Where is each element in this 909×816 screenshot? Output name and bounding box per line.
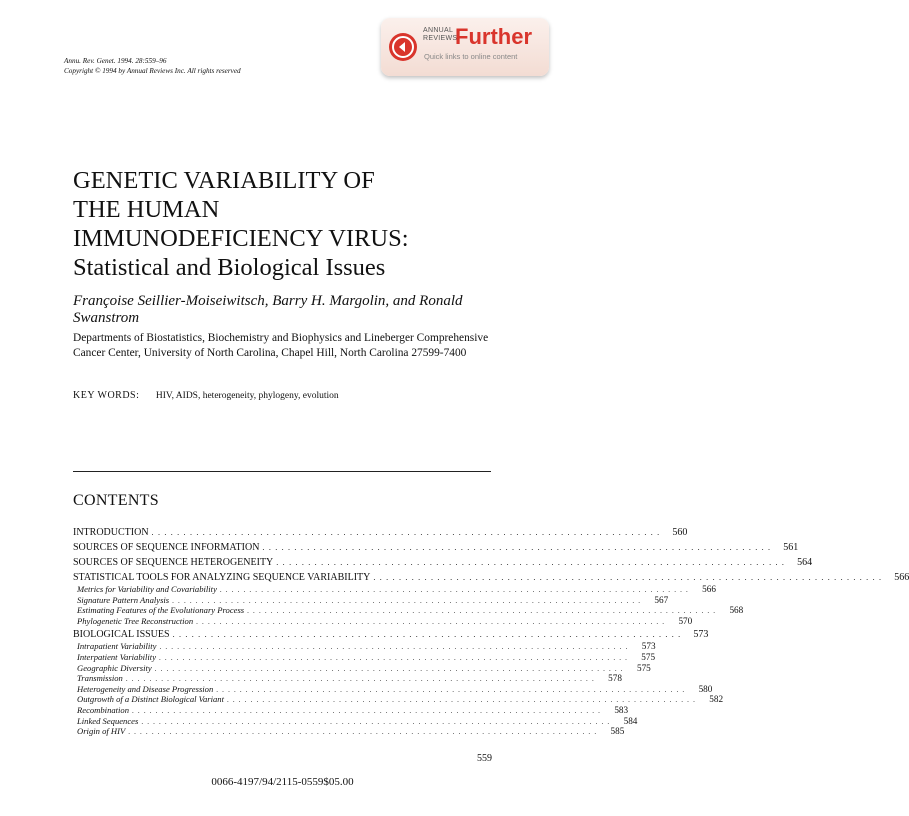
toc-entry-title: Origin of HIV — [77, 726, 126, 737]
toc-leader-dots: . . . . . . . . . . . . . . . . . . . . . . . . . . . . . . . . . . . . . . . . . . . . . . . . . . . . . . . . . . . . . . . . . . . . . . . . . . . . . . . . — [172, 630, 682, 640]
toc-entry-page: 570 — [678, 615, 693, 626]
toc-entry-title: Interpatient Variability — [77, 651, 157, 662]
toc-leader-dots: . . . . . . . . . . . . . . . . . . . . . . . . . . . . . . . . . . . . . . . . . . . . . . . . . . . . . . . . . . . . . . . . . . . . . . . . . . . . . . . . — [159, 643, 629, 652]
toc-entry-title: Transmission — [77, 673, 123, 684]
toc-leader-dots: . . . . . . . . . . . . . . . . . . . . . . . . . . . . . . . . . . . . . . . . . . . . . . . . . . . . . . . . . . . . . . . . . . . . . . . . . . . . . . . . — [276, 558, 786, 567]
toc-entry-page: 567 — [654, 594, 669, 605]
journal-citation — [64, 56, 241, 76]
toc-entry-title: Signature Pattern Analysis — [77, 594, 170, 605]
toc-leader-dots: . . . . . . . . . . . . . . . . . . . . . . . . . . . . . . . . . . . . . . . . . . . . . . . . . . . . . . . . . . . . . . . . . . . . . . . . . . . . . . . . — [196, 617, 666, 626]
toc-subsection-entry — [73, 605, 744, 616]
toc-subsection-entry — [73, 651, 656, 663]
toc-subsection-entry — [73, 594, 669, 606]
toc-subsection-entry — [73, 584, 716, 595]
keywords-label: KEY WORDS: — [73, 390, 140, 401]
toc-subsection-entry — [73, 715, 638, 727]
toc-leader-dots: . . . . . . . . . . . . . . . . . . . . . . . . . . . . . . . . . . . . . . . . . . . . . . . . . . . . . . . . . . . . . . . . . . . . . . . . . . . . . . . . — [262, 543, 772, 552]
toc-entry-title: BIOLOGICAL ISSUES — [73, 629, 170, 641]
toc-leader-dots: . . . . . . . . . . . . . . . . . . . . . . . . . . . . . . . . . . . . . . . . . . . . . . . . . . . . . . . . . . . . . . . . . . . . . . . . . . . . . . . . — [219, 586, 689, 594]
toc-entry-page: 568 — [729, 605, 744, 616]
toc-entry-title: Phylogenetic Tree Reconstruction — [77, 615, 194, 626]
toc-leader-dots: . . . . . . . . . . . . . . . . . . . . . . . . . . . . . . . . . . . . . . . . . . . . . . . . . . . . . . . . . . . . . . . . . . . . . . . . . . . . . . . . — [125, 675, 595, 684]
authors: Françoise Seillier-Moiseiwitsch, Barry H. Margolin, and Ronald Swanstrom — [73, 293, 463, 326]
toc-subsection-entry — [73, 615, 693, 627]
journal-line-2: Copyright © 1994 by Annual Reviews Inc. All rights reserved — [64, 67, 241, 75]
toc-leader-dots: . . . . . . . . . . . . . . . . . . . . . . . . . . . . . . . . . . . . . . . . . . . . . . . . . . . . . . . . . . . . . . . . . . . . . . . . . . . . . . . . — [247, 607, 717, 616]
toc-entry-page: 578 — [608, 673, 622, 684]
toc-entry-page: 575 — [641, 651, 656, 662]
toc-subsection-entry — [73, 726, 625, 737]
further-label: Further — [455, 24, 532, 49]
keywords — [73, 390, 339, 401]
toc-leader-dots: . . . . . . . . . . . . . . . . . . . . . . . . . . . . . . . . . . . . . . . . . . . . . . . . . . . . . . . . . . . . . . . . . . . . . . . . . . . . . . . . — [226, 696, 697, 705]
page-number: 559 — [477, 753, 492, 764]
toc-subsection-entry — [73, 704, 629, 716]
toc-leader-dots: . . . . . . . . . . . . . . . . . . . . . . . . . . . . . . . . . . . . . . . . . . . . . . . . . . . . . . . . . . . . . . . . . . . . . . . . . . . . . . . . — [373, 573, 883, 582]
annual-text: ANNUAL — [423, 27, 454, 34]
toc-entry-page: 573 — [641, 641, 656, 652]
toc-section-entry — [73, 629, 709, 641]
toc-entry-page: 573 — [693, 629, 709, 641]
toc-subsection-entry — [73, 641, 656, 652]
toc-entry-page: 575 — [636, 662, 651, 673]
toc-leader-dots: . . . . . . . . . . . . . . . . . . . . . . . . . . . . . . . . . . . . . . . . . . . . . . . . . . . . . . . . . . . . . . . . . . . . . . . . . . . . . . . . — [159, 653, 629, 662]
banner-tagline: Quick links to online content — [424, 52, 518, 61]
toc-entry-page: 566 — [702, 584, 716, 594]
toc-entry-page: 564 — [797, 557, 813, 568]
toc-entry-page: 561 — [783, 542, 799, 553]
toc-section-entry — [73, 527, 688, 539]
article-title — [73, 166, 513, 282]
further-banner[interactable] — [381, 18, 549, 76]
toc-entry-page: 582 — [709, 694, 724, 705]
contents-heading: CONTENTS — [73, 492, 159, 509]
annual-reviews-logo — [423, 27, 457, 43]
toc-entry-page: 580 — [698, 683, 713, 694]
toc-leader-dots: . . . . . . . . . . . . . . . . . . . . . . . . . . . . . . . . . . . . . . . . . . . . . . . . . . . . . . . . . . . . . . . . . . . . . . . . . . . . . . . . — [128, 728, 598, 737]
affiliation: Departments of Biostatistics, Biochemistry and Biophysics and Lineberger Comprehensive Cancer Center, University of North Carolina, Chapel Hill, North Carolina 27599-7400 — [73, 332, 489, 359]
toc-subsection-entry — [73, 683, 713, 695]
toc-entry-title: Estimating Features of the Evolutionary Process — [77, 605, 245, 616]
toc-section-entry — [73, 572, 909, 584]
toc-entry-page: 583 — [614, 704, 629, 715]
toc-section-entry — [73, 542, 799, 554]
title-line-4: Statistical and Biological Issues — [73, 254, 386, 281]
toc-entry-title: INTRODUCTION — [73, 527, 149, 538]
toc-entry-title: Recombination — [77, 704, 130, 715]
toc-leader-dots: . . . . . . . . . . . . . . . . . . . . . . . . . . . . . . . . . . . . . . . . . . . . . . . . . . . . . . . . . . . . . . . . . . . . . . . . . . . . . . . . — [172, 596, 642, 605]
toc-entry-page: 560 — [672, 527, 688, 538]
table-of-contents — [73, 527, 909, 737]
toc-entry-title: Outgrowth of a Distinct Biological Variant — [77, 694, 224, 705]
title-line-2: THE HUMAN — [73, 196, 220, 223]
title-line-3: IMMUNODEFICIENCY VIRUS: — [73, 225, 409, 252]
toc-leader-dots: . . . . . . . . . . . . . . . . . . . . . . . . . . . . . . . . . . . . . . . . . . . . . . . . . . . . . . . . . . . . . . . . . . . . . . . . . . . . . . . . — [141, 717, 611, 726]
toc-entry-page: 584 — [623, 715, 638, 726]
toc-entry-title: Heterogeneity and Disease Progression — [77, 683, 214, 694]
back-arrow-icon — [389, 33, 417, 61]
toc-entry-title: Metrics for Variability and Covariability — [77, 584, 217, 594]
toc-entry-page: 585 — [610, 726, 625, 737]
journal-line-1: Annu. Rev. Genet. 1994. 28:559–96 — [64, 57, 167, 65]
toc-section-entry — [73, 557, 813, 569]
title-line-1: GENETIC VARIABILITY OF — [73, 167, 375, 194]
toc-entry-page: 566 — [894, 572, 909, 583]
toc-entry-title: SOURCES OF SEQUENCE INFORMATION — [73, 542, 260, 553]
toc-leader-dots: . . . . . . . . . . . . . . . . . . . . . . . . . . . . . . . . . . . . . . . . . . . . . . . . . . . . . . . . . . . . . . . . . . . . . . . . . . . . . . . . — [216, 685, 686, 694]
keywords-value: HIV, AIDS, heterogeneity, phylogeny, evolution — [155, 391, 339, 401]
toc-leader-dots: . . . . . . . . . . . . . . . . . . . . . . . . . . . . . . . . . . . . . . . . . . . . . . . . . . . . . . . . . . . . . . . . . . . . . . . . . . . . . . . . — [132, 706, 602, 715]
toc-leader-dots: . . . . . . . . . . . . . . . . . . . . . . . . . . . . . . . . . . . . . . . . . . . . . . . . . . . . . . . . . . . . . . . . . . . . . . . . . . . . . . . . — [154, 664, 624, 673]
reviews-text: REVIEWS — [423, 35, 458, 42]
toc-leader-dots: . . . . . . . . . . . . . . . . . . . . . . . . . . . . . . . . . . . . . . . . . . . . . . . . . . . . . . . . . . . . . . . . . . . . . . . . . . . . . . . . — [151, 528, 661, 537]
toc-subsection-entry — [73, 694, 724, 705]
toc-entry-title: Geographic Diversity — [77, 662, 152, 673]
divider — [73, 471, 491, 472]
toc-subsection-entry — [73, 673, 622, 684]
toc-entry-title: SOURCES OF SEQUENCE HETEROGENEITY — [73, 557, 274, 568]
toc-entry-title: Linked Sequences — [77, 715, 139, 726]
toc-entry-title: STATISTICAL TOOLS FOR ANALYZING SEQUENCE VARIABILITY — [73, 572, 371, 583]
toc-subsection-entry — [73, 662, 651, 674]
article-code: 0066-4197/94/2115-0559$05.00 — [211, 776, 354, 788]
toc-entry-title: Intrapatient Variability — [77, 641, 157, 652]
